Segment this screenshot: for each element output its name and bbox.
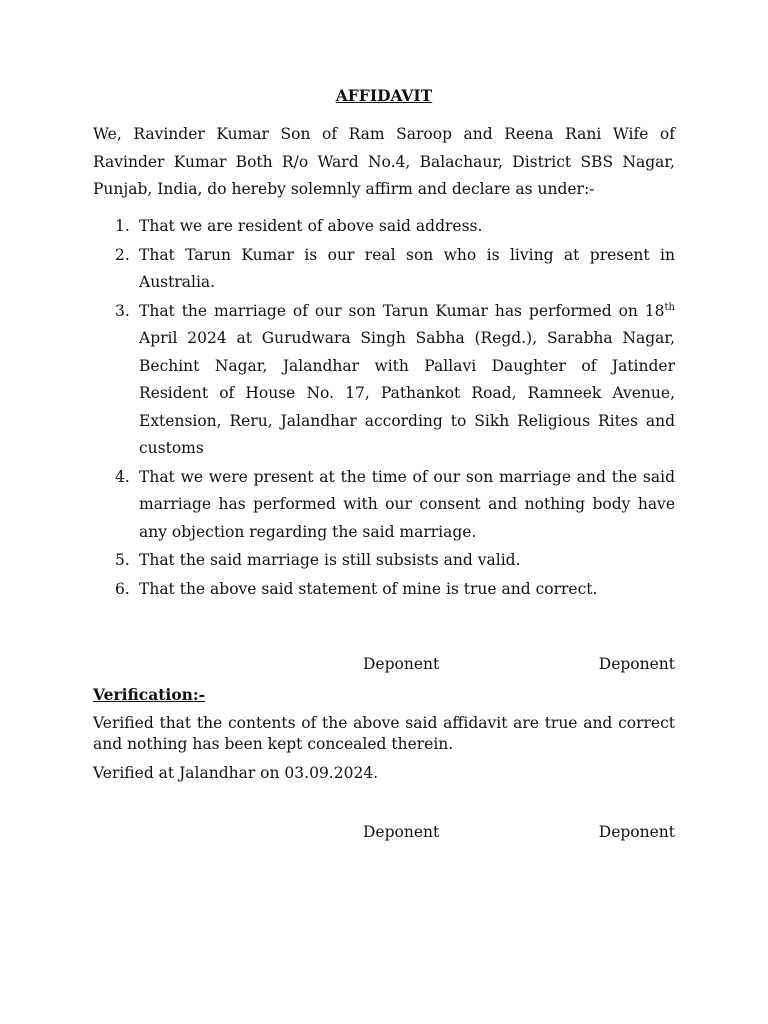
item-text: That we are resident of above said address.	[139, 217, 483, 235]
item-number: 3.	[115, 301, 130, 320]
deponent-signature-label: Deponent	[598, 655, 675, 673]
item-text	[139, 302, 675, 458]
verification-heading: Verification:-	[93, 685, 206, 704]
item-number: 5.	[115, 551, 130, 569]
item-text-start: That the marriage of our son Tarun Kumar has performed on 18	[139, 301, 665, 320]
item-number: 2.	[115, 245, 130, 264]
verification-text: Verified that the contents of the above said affidavit are true and correct and nothing has been kept concealed therein.	[93, 714, 675, 753]
item-number: 6.	[115, 579, 130, 598]
declaration-list	[93, 213, 675, 604]
deponent-signature-label: Deponent	[598, 823, 675, 841]
ordinal-suffix: th	[664, 301, 675, 313]
declaration-item	[93, 298, 675, 463]
item-text: That we were present at the time of our son marriage and the said marriage has performed with our consent and nothing body have any objection regarding the said marriage.	[139, 467, 675, 541]
declaration-item	[93, 213, 675, 241]
signature-row-verification	[363, 823, 675, 843]
item-number: 4.	[115, 467, 130, 486]
intro-paragraph: We, Ravinder Kumar Son of Ram Saroop and Reena Rani Wife of Ravinder Kumar Both R/o Ward No.4, Balachaur, District SBS Nagar, Punjab, India, do hereby solemnly affirm and declare as under:-	[93, 125, 675, 198]
item-number: 1.	[115, 217, 130, 235]
document-title: AFFIDAVIT	[335, 86, 433, 105]
item-text: That the said marriage is still subsists and valid.	[139, 551, 521, 569]
declaration-item	[93, 464, 675, 547]
item-text-end: April 2024 at Gurudwara Singh Sabha (Regd.), Sarabha Nagar, Bechint Nagar, Jalandhar with Pallavi Daughter of Jatinder Resident of House No. 17, Pathankot Road, Ramneek Avenue, Extension, Reru, Jalandhar according to Sikh Religious Rites and customs	[139, 329, 675, 457]
signature-row-declaration	[363, 655, 675, 675]
deponent-signature-label: Deponent	[363, 823, 440, 841]
item-text: That Tarun Kumar is our real son who is living at present in Australia.	[139, 245, 675, 291]
affidavit-page	[93, 0, 675, 1024]
declaration-item	[93, 547, 675, 575]
deponent-signature-label: Deponent	[363, 655, 440, 673]
verification-place-date: Verified at Jalandhar on 03.09.2024.	[93, 764, 379, 782]
item-text: That the above said statement of mine is true and correct.	[139, 579, 598, 598]
declaration-item	[93, 576, 675, 604]
declaration-item	[93, 242, 675, 297]
